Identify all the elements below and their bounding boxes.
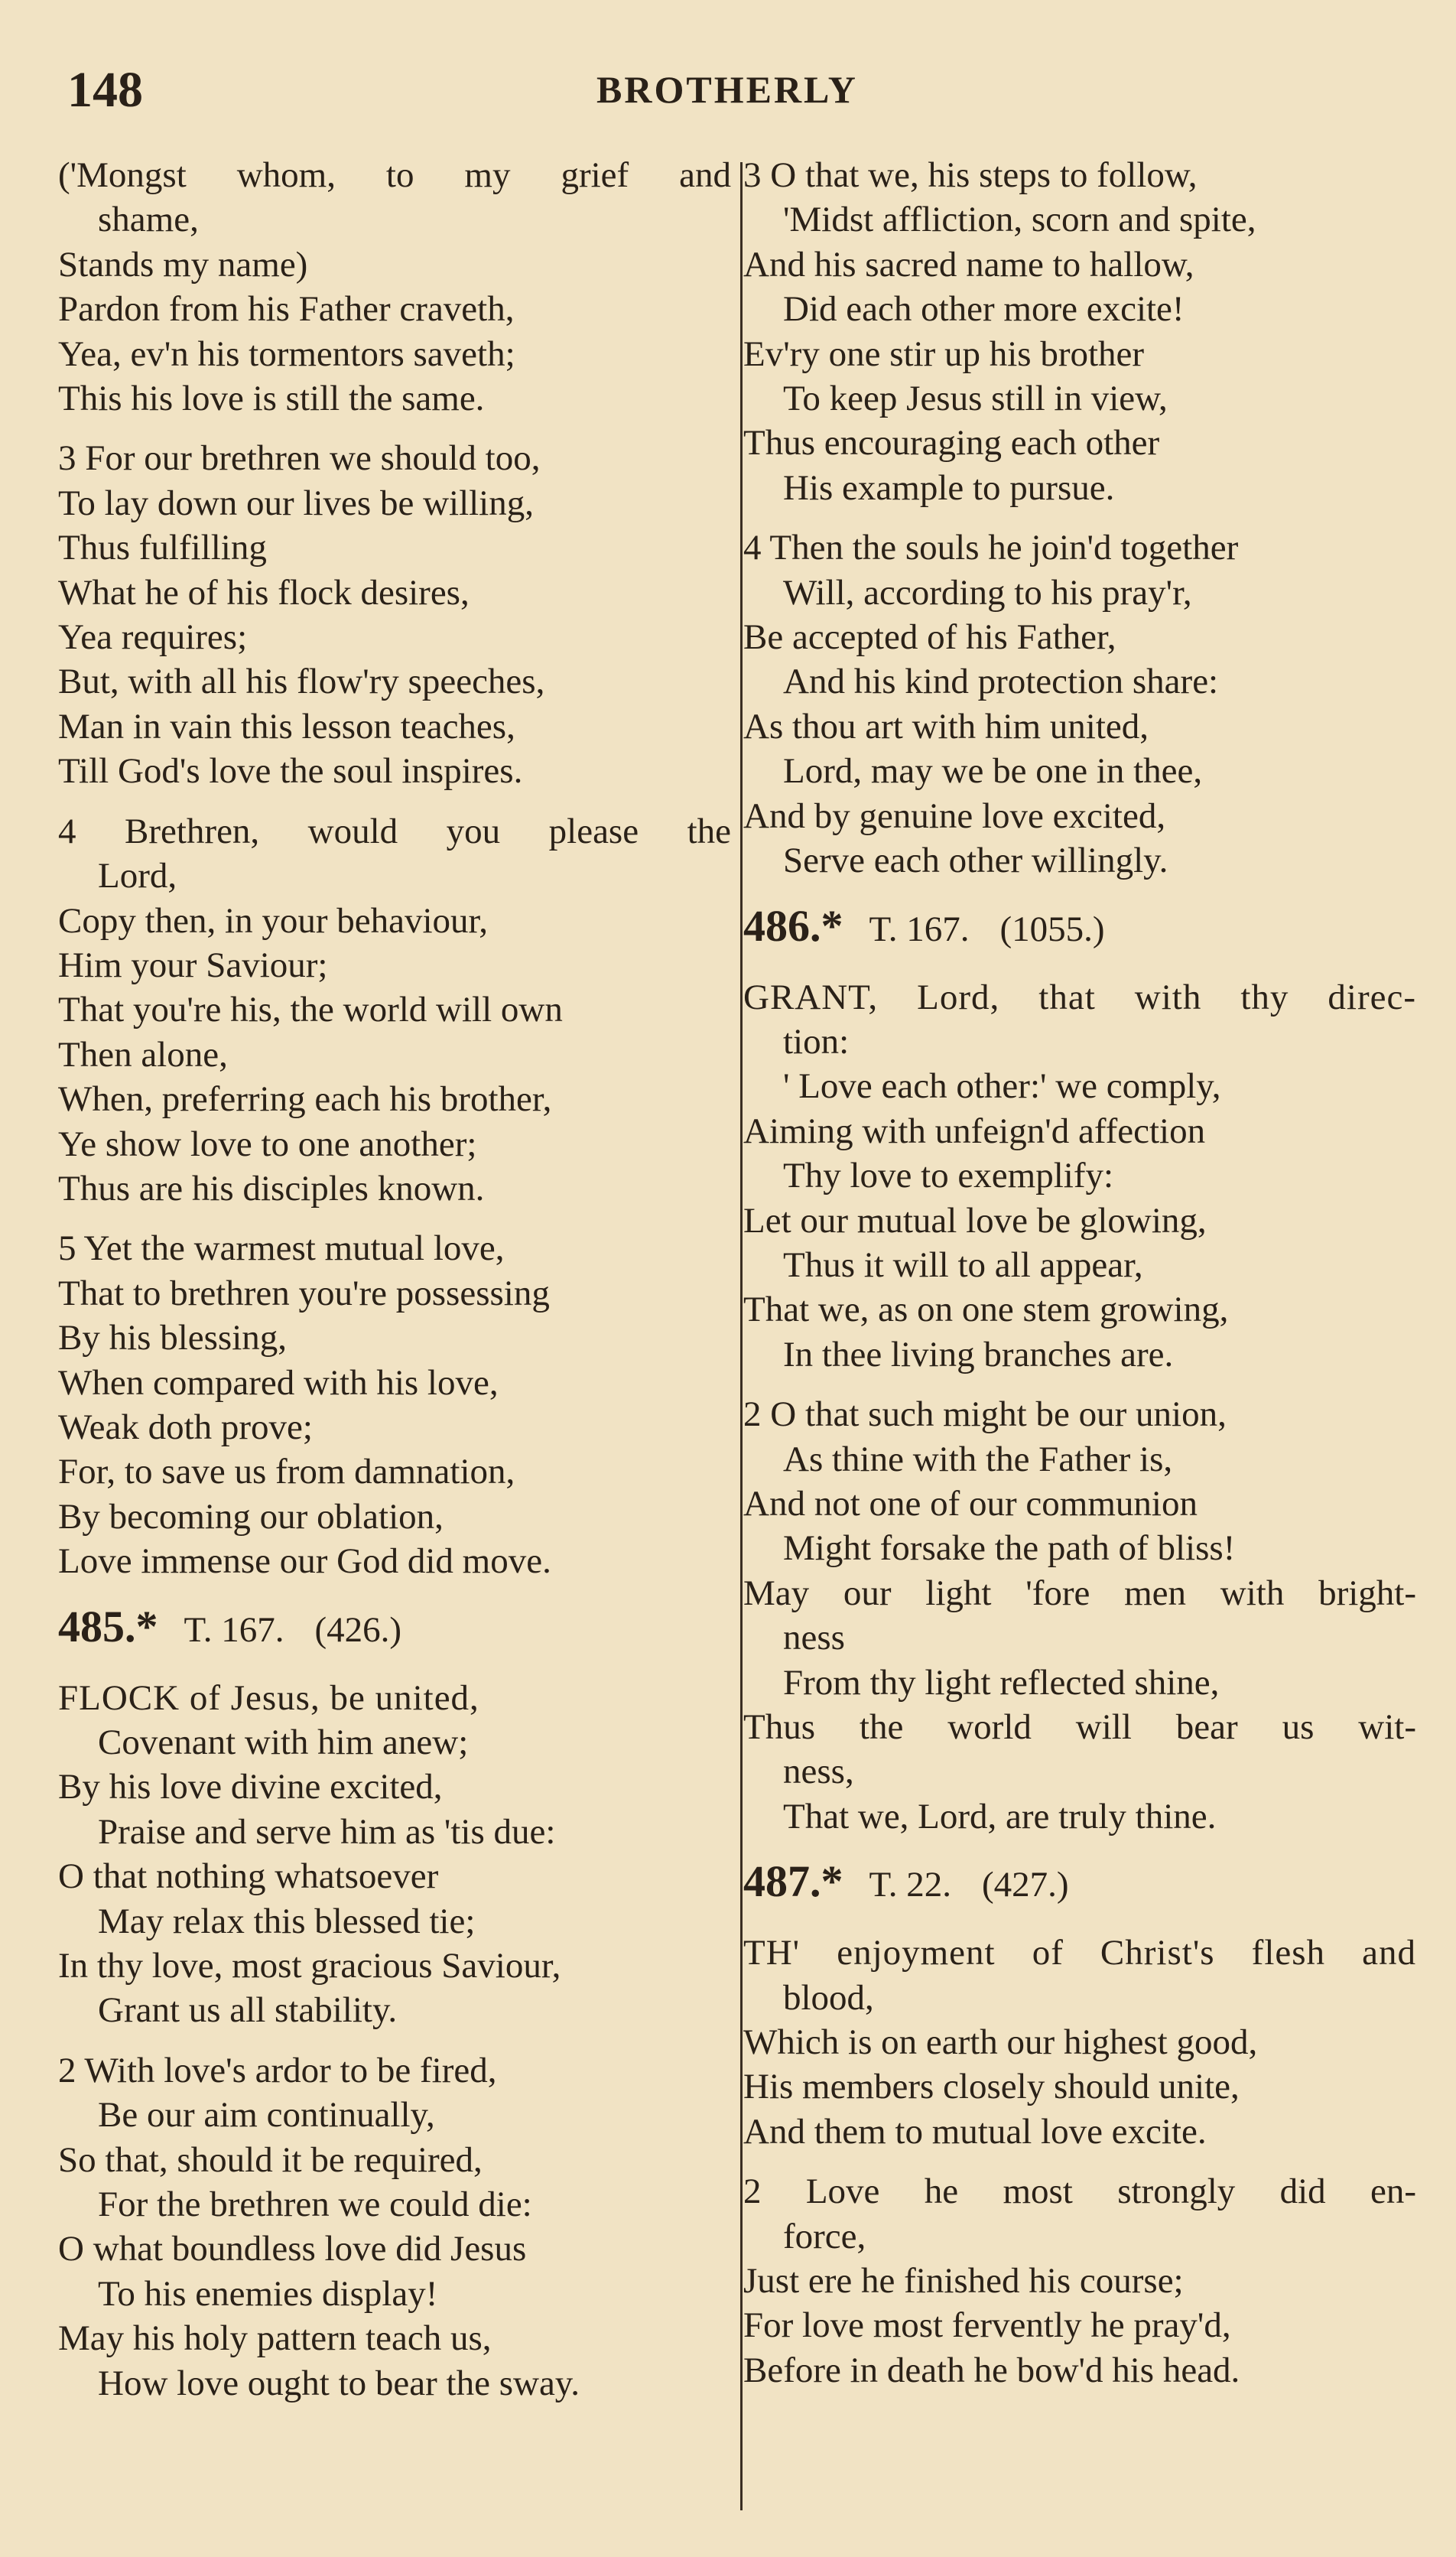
verse-line: GRANT, Lord, that with thy direc- [743,977,1416,1017]
verse-line: When, preferring each his brother, [58,1079,552,1120]
verse-line: To lay down our lives be willing, [58,483,534,523]
verse-line: His members closely should unite, [743,2067,1240,2107]
stanza [58,2048,731,2406]
verse-line: May his holy pattern teach us, [58,2318,492,2359]
verse-line: By becoming our oblation, [58,1496,444,1537]
verse-line: Did each other more excite! [783,289,1185,330]
verse-line: In thee living branches are. [783,1334,1174,1374]
hymn-number: 485.* [58,1601,158,1651]
verse-line: O that nothing whatsoever [58,1856,439,1897]
verse-line: May relax this blessed tie; [98,1901,476,1941]
verse-line: Lord, may we be one in thee, [783,751,1203,792]
verse-line: Grant us all stability. [98,1990,398,2031]
verse-line: Thus the world will bear us wit- [743,1707,1416,1747]
verse-line: ('Mongst whom, to my grief and [58,155,731,195]
verse-line: Man in vain this lesson teaches, [58,706,515,747]
stanza [743,2169,1416,2393]
verse-line: Ev'ry one stir up his brother [743,333,1145,374]
verse-line: 'Midst affliction, scorn and spite, [783,200,1256,240]
running-head: BROTHERLY [596,68,858,111]
verse-line: Weak doth prove; [58,1407,313,1447]
verse-line: For the brethren we could die: [98,2185,532,2225]
verse-line: Aiming with unfeign'd affection [743,1111,1206,1151]
verse-line: From thy light reflected shine, [783,1662,1220,1703]
stanza [743,975,1416,1378]
verse-line: Thus it will to all appear, [783,1244,1143,1285]
verse-line: Just ere he finished his course; [743,2261,1184,2302]
verse-line: For, to save us from damnation, [58,1452,515,1492]
verse-line: 2 Love he most strongly did en- [743,2171,1416,2212]
verse-line: Him your Saviour; [58,945,328,985]
verse-line: Pardon from his Father craveth, [58,289,515,330]
verse-line: Love immense our God did move. [58,1541,551,1582]
verse-line: ness [783,1618,845,1658]
verse-line: Let our mutual love be glowing, [743,1200,1207,1241]
verse-line: What he of his flock desires, [58,572,470,613]
hymn-heading [743,1856,1416,1908]
verse-line: That you're his, the world will own [58,990,563,1030]
page-header [0,61,1456,130]
verse-line: That to brethren you're possessing [58,1273,550,1313]
stanza [58,153,731,421]
verse-line: Ye show love to one another; [58,1124,477,1164]
cross-reference: (1055.) [999,909,1105,949]
verse-line: blood, [783,1977,874,2018]
stanza [58,1676,731,2033]
verse-line: Thy love to exemplify: [783,1156,1114,1196]
left-column [58,153,731,2421]
verse-line: Praise and serve him as 'tis due: [98,1811,556,1852]
verse-line: ness, [783,1752,854,1792]
verse-line: And his kind protection share: [783,662,1219,702]
verse-line: 4 Then the souls he join'd together [743,528,1239,568]
stanza [743,153,1416,510]
verse-line: Yea, ev'n his tormentors saveth; [58,333,515,374]
hymn-heading [58,1601,731,1653]
verse-line: And by genuine love excited, [743,795,1166,836]
stanza [743,1392,1416,1839]
verse-line: Will, according to his pray'r, [783,572,1192,613]
stanza [58,1226,731,1583]
right-column [743,153,1416,2408]
verse-line: Thus are his disciples known. [58,1168,485,1209]
verse-line: By his blessing, [58,1318,288,1358]
verse-line: As thou art with him united, [743,706,1149,747]
stanza [58,436,731,793]
verse-line: 2 With love's ardor to be fired, [58,2050,497,2090]
verse-line: And his sacred name to hallow, [743,244,1194,285]
verse-line: Thus fulfilling [58,528,267,568]
verse-line: This his love is still the same. [58,379,485,419]
verse-line: 3 For our brethren we should too, [58,438,541,479]
verse-line: 5 Yet the warmest mutual love, [58,1228,505,1269]
verse-line: Yea requires; [58,617,248,658]
verse-line: 2 O that such might be our union, [743,1394,1227,1435]
verse-line: Before in death he bow'd his head. [743,2350,1240,2390]
verse-line: But, with all his flow'ry speeches, [58,662,545,702]
hymn-heading [743,900,1416,952]
verse-line: To keep Jesus still in view, [783,379,1168,419]
verse-line: When compared with his love, [58,1362,499,1403]
verse-line: Then alone, [58,1034,228,1075]
verse-line: How love ought to bear the sway. [98,2363,580,2403]
verse-line: That we, as on one stem growing, [743,1290,1229,1330]
verse-line: shame, [98,200,199,240]
tune-reference: T. 22. [869,1865,951,1905]
verse-line: Thus encouraging each other [743,423,1160,464]
verse-line: 3 O that we, his steps to follow, [743,155,1198,195]
column-divider [740,162,743,2510]
tune-reference: T. 167. [184,1609,284,1650]
verse-line: To his enemies display! [98,2273,438,2314]
verse-line: Be accepted of his Father, [743,617,1116,658]
verse-line: TH' enjoyment of Christ's flesh and [743,1933,1416,1973]
verse-line: By his love divine excited, [58,1767,443,1807]
verse-line: And not one of our communion [743,1483,1198,1524]
hymn-number: 487.* [743,1856,843,1907]
verse-line: Serve each other willingly. [783,841,1168,881]
verse-line: tion: [783,1021,850,1062]
verse-line: Might forsake the path of bliss! [783,1528,1236,1569]
verse-line: Till God's love the soul inspires. [58,751,523,792]
verse-line: May our light 'fore men with bright- [743,1573,1416,1613]
verse-line: And them to mutual love excite. [743,2111,1207,2152]
verse-line: For love most fervently he pray'd, [743,2305,1231,2346]
hymn-number: 486.* [743,900,843,951]
verse-line: Copy then, in your behaviour, [58,900,489,941]
verse-line: In thy love, most gracious Saviour, [58,1946,561,1986]
stanza [58,809,731,1212]
verse-line: That we, Lord, are truly thine. [783,1796,1217,1836]
stanza [743,1931,1416,2154]
verse-line: ' Love each other:' we comply, [783,1066,1221,1107]
verse-line: FLOCK of Jesus, be united, [58,1677,479,1718]
page-number: 148 [67,62,143,118]
cross-reference: (426.) [314,1609,402,1650]
stanza [743,525,1416,883]
verse-line: Be our aim continually, [98,2095,435,2136]
verse-line: Covenant with him anew; [98,1723,469,1762]
verse-line: So that, should it be required, [58,2139,483,2180]
verse-line: O what boundless love did Jesus [58,2229,527,2269]
verse-line: As thine with the Father is, [783,1439,1173,1479]
verse-line: His example to pursue. [783,467,1115,508]
verse-line: Which is on earth our highest good, [743,2022,1258,2063]
verse-line: force, [783,2216,866,2256]
verse-line: 4 Brethren, would you please the [58,811,731,851]
verse-line: Lord, [98,856,177,896]
verse-line: Stands my name) [58,244,308,285]
cross-reference: (427.) [981,1865,1069,1905]
tune-reference: T. 167. [869,909,970,949]
